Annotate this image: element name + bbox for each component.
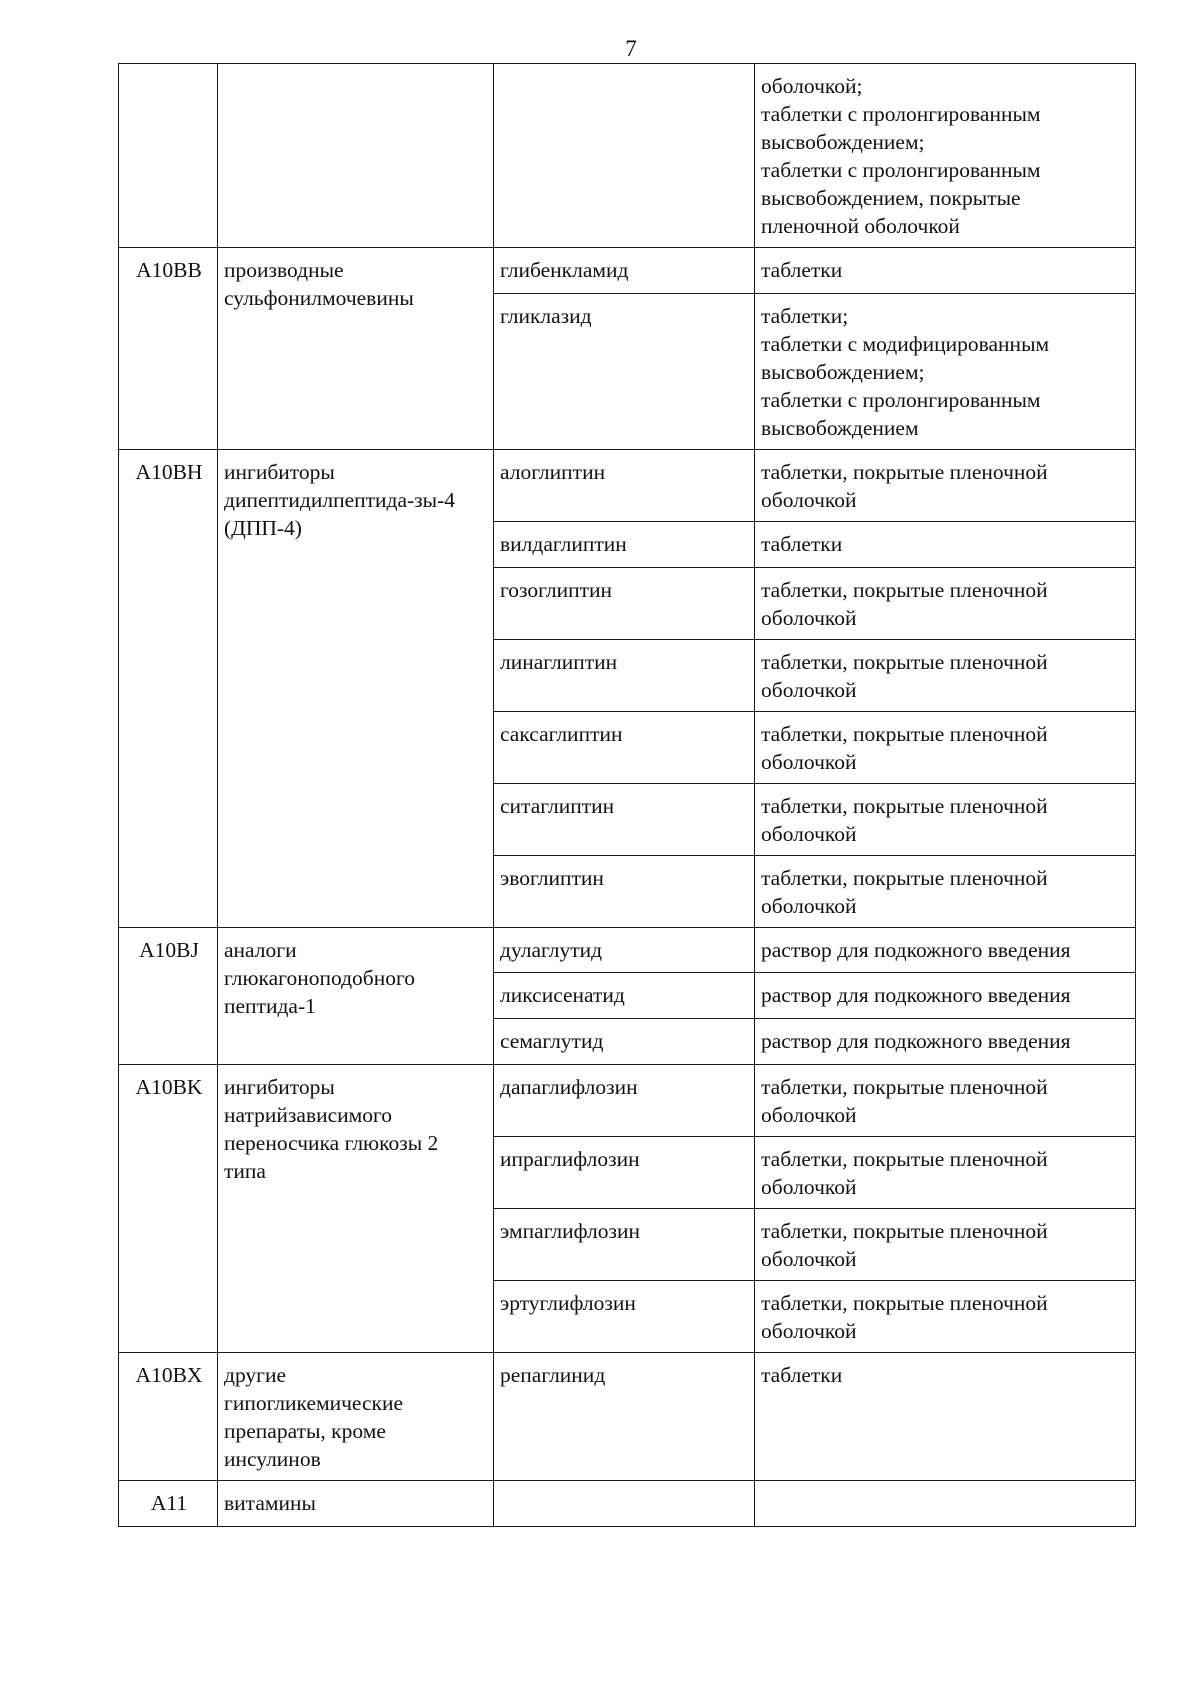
dosage-form-line: таблетки с пролонгированным: [761, 158, 1041, 182]
drug-name-cell: вилдаглиптин: [494, 522, 755, 568]
dosage-form-cell: [755, 1209, 1136, 1281]
group-line: аналоги: [224, 938, 297, 962]
pharmacological-group-cell: [218, 64, 494, 248]
dosage-form-cell: [755, 1019, 1136, 1065]
group-line: инсулинов: [224, 1447, 321, 1471]
drug-name-cell: ликсисенатид: [494, 973, 755, 1019]
group-line: витамины: [224, 1491, 316, 1515]
atc-code-cell: [119, 64, 218, 248]
dosage-form-line: таблетки, покрытые пленочной: [761, 1075, 1048, 1099]
dosage-form-cell: [755, 450, 1136, 522]
group-line: производные: [224, 258, 344, 282]
dosage-form-line: таблетки, покрытые пленочной: [761, 1219, 1048, 1243]
dosage-form-line: раствор для подкожного введения: [761, 983, 1071, 1007]
drug-name-cell: эмпаглифлозин: [494, 1209, 755, 1281]
drug-name-cell: алоглиптин: [494, 450, 755, 522]
pharmacological-group-cell: [218, 1481, 494, 1527]
group-line: пептида-1: [224, 994, 316, 1018]
drug-name-cell: репаглинид: [494, 1353, 755, 1481]
group-line: препараты, кроме: [224, 1419, 386, 1443]
dosage-form-cell: [755, 784, 1136, 856]
dosage-form-cell: [755, 973, 1136, 1019]
pharmacological-group-cell: [218, 1065, 494, 1353]
table-row: [119, 1481, 1136, 1527]
dosage-form-line: высвобождением;: [761, 360, 925, 384]
group-line: дипептидилпептида-зы-4: [224, 488, 456, 512]
drug-name-cell: саксаглиптин: [494, 712, 755, 784]
dosage-form-cell: [755, 640, 1136, 712]
table-row: [119, 450, 1136, 522]
table-row: [119, 248, 1136, 294]
drug-name-cell: ипраглифлозин: [494, 1137, 755, 1209]
pharmacological-group-cell: [218, 928, 494, 1065]
dosage-form-line: таблетки;: [761, 304, 849, 328]
dosage-form-line: таблетки, покрытые пленочной: [761, 1147, 1048, 1171]
group-line: натрийзависимого: [224, 1103, 393, 1127]
dosage-form-line: оболочкой: [761, 1103, 857, 1127]
group-line: другие: [224, 1363, 287, 1387]
dosage-form-line: таблетки, покрытые пленочной: [761, 578, 1048, 602]
dosage-form-cell: [755, 1353, 1136, 1481]
dosage-form-line: таблетки: [761, 258, 843, 282]
dosage-form-line: таблетки с пролонгированным: [761, 388, 1041, 412]
dosage-form-line: высвобождением, покрытые: [761, 186, 1021, 210]
dosage-form-line: таблетки, покрытые пленочной: [761, 866, 1048, 890]
drug-name-cell: семаглутид: [494, 1019, 755, 1065]
dosage-form-line: раствор для подкожного введения: [761, 1029, 1071, 1053]
pharmacological-group-cell: [218, 248, 494, 450]
group-line: сульфонилмочевины: [224, 286, 414, 310]
dosage-form-line: таблетки, покрытые пленочной: [761, 1291, 1048, 1315]
dosage-form-cell: [755, 64, 1136, 248]
page-number: 7: [625, 36, 637, 61]
table-row: [119, 64, 1136, 248]
dosage-form-line: оболочкой: [761, 678, 857, 702]
table-body: [119, 64, 1136, 1527]
pharmacological-group-cell: [218, 450, 494, 928]
pharmacological-group-cell: [218, 1353, 494, 1481]
dosage-form-cell: [755, 928, 1136, 973]
table-row: [119, 1065, 1136, 1137]
table-row: [119, 1353, 1136, 1481]
drug-name-cell: глибенкламид: [494, 248, 755, 294]
atc-code-cell: A10BB: [119, 248, 218, 450]
dosage-form-line: оболочкой: [761, 1319, 857, 1343]
dosage-form-line: оболочкой: [761, 894, 857, 918]
group-line: типа: [224, 1159, 266, 1183]
dosage-form-line: оболочкой: [761, 822, 857, 846]
dosage-form-line: оболочкой: [761, 1175, 857, 1199]
dosage-form-line: высвобождением;: [761, 130, 925, 154]
dosage-form-cell: [755, 568, 1136, 640]
drug-name-cell: эртуглифлозин: [494, 1281, 755, 1353]
dosage-form-cell: [755, 1137, 1136, 1209]
dosage-form-cell: [755, 1481, 1136, 1527]
dosage-form-line: таблетки, покрытые пленочной: [761, 794, 1048, 818]
drug-name-cell: дапаглифлозин: [494, 1065, 755, 1137]
group-line: гипогликемические: [224, 1391, 404, 1415]
dosage-form-line: таблетки, покрытые пленочной: [761, 460, 1048, 484]
dosage-form-line: таблетки с модифицированным: [761, 332, 1050, 356]
drug-name-cell: линаглиптин: [494, 640, 755, 712]
dosage-form-cell: [755, 248, 1136, 294]
dosage-form-line: таблетки: [761, 532, 843, 556]
table-row: [119, 928, 1136, 973]
dosage-form-line: раствор для подкожного введения: [761, 938, 1071, 962]
dosage-form-line: оболочкой: [761, 750, 857, 774]
dosage-form-line: высвобождением: [761, 416, 919, 440]
atc-code-cell: A10BX: [119, 1353, 218, 1481]
dosage-form-cell: [755, 1065, 1136, 1137]
dosage-form-cell: [755, 712, 1136, 784]
drug-name-cell: эвоглиптин: [494, 856, 755, 928]
dosage-form-cell: [755, 522, 1136, 568]
group-line: (ДПП-4): [224, 516, 302, 540]
dosage-form-line: таблетки: [761, 1363, 843, 1387]
drug-name-cell: [494, 1481, 755, 1527]
dosage-form-line: оболочкой: [761, 606, 857, 630]
atc-code-cell: A10BK: [119, 1065, 218, 1353]
drug-name-cell: дулаглутид: [494, 928, 755, 973]
drug-name-cell: [494, 64, 755, 248]
atc-code-cell: A11: [119, 1481, 218, 1527]
dosage-form-cell: [755, 294, 1136, 450]
atc-code-cell: A10BJ: [119, 928, 218, 1065]
dosage-form-line: оболочкой: [761, 488, 857, 512]
drug-name-cell: ситаглиптин: [494, 784, 755, 856]
dosage-form-line: таблетки, покрытые пленочной: [761, 722, 1048, 746]
group-line: переносчика глюкозы 2: [224, 1131, 439, 1155]
drug-table: [118, 63, 1136, 1527]
group-line: ингибиторы: [224, 1075, 335, 1099]
dosage-form-cell: [755, 1281, 1136, 1353]
atc-code-cell: A10BH: [119, 450, 218, 928]
drug-name-cell: гозоглиптин: [494, 568, 755, 640]
dosage-form-line: таблетки, покрытые пленочной: [761, 650, 1048, 674]
dosage-form-line: оболочкой: [761, 1247, 857, 1271]
drug-name-cell: гликлазид: [494, 294, 755, 450]
group-line: глюкагоноподобного: [224, 966, 416, 990]
group-line: ингибиторы: [224, 460, 335, 484]
dosage-form-cell: [755, 856, 1136, 928]
dosage-form-line: таблетки с пролонгированным: [761, 102, 1041, 126]
dosage-form-line: пленочной оболочкой: [761, 214, 960, 238]
dosage-form-line: оболочкой;: [761, 74, 863, 98]
